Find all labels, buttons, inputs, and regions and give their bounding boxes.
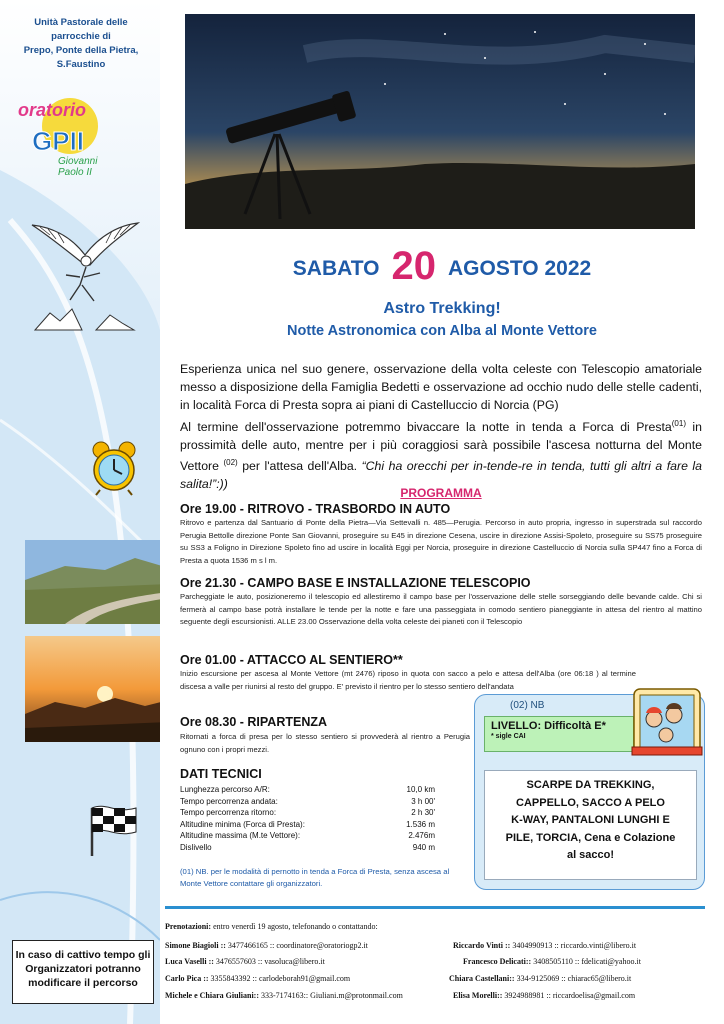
logo-gpii-text: GPII <box>32 126 85 156</box>
footnote-ref-02: (02) <box>223 458 238 468</box>
footnote-ref-01: (01) <box>671 418 686 428</box>
contact-name: Elisa Morelli:: <box>453 991 503 1000</box>
contact-info[interactable]: 333-7174163:: Giuliani.m@protonmail.com <box>259 991 403 1000</box>
data-label: Altitudine minima (Forca di Presta): <box>180 819 305 829</box>
contact-info[interactable]: 3477466165 :: coordinatore@oratoriogp2.it <box>225 941 368 950</box>
equipment-line: PILE, TORCIA, Cena e Colazione <box>505 831 676 844</box>
contact-name: Chiara Castellani:: <box>449 974 515 983</box>
parish-line: S.Faustino <box>56 59 106 70</box>
telescope-night-sky-photo <box>185 14 695 229</box>
nb-label: (02) NB <box>510 700 545 711</box>
contact-entry <box>165 991 403 1000</box>
left-decor-column <box>0 0 160 1024</box>
contact-entry <box>165 974 350 983</box>
event-date-heading <box>160 244 724 289</box>
oratorio-logo <box>10 88 128 178</box>
program-heading: PROGRAMMA <box>400 486 482 500</box>
section-title-ritrovo: Ore 19.00 - RITROVO - TRASBORDO IN AUTO <box>180 502 451 516</box>
contact-entry <box>453 991 635 1000</box>
parish-line: parrocchie di <box>51 31 111 42</box>
table-row <box>180 843 435 855</box>
equipment-line: al sacco! <box>566 849 615 862</box>
data-label: Tempo percorrenza ritorno: <box>180 808 277 818</box>
footnote-01: (01) NB. per le modalità di pernotto in tenda a Forca di Presta, senza ascesa al Monte Vettore contattare gli organizzatori. <box>180 867 450 888</box>
contact-info[interactable]: 3476557603 :: vasoluca@libero.it <box>213 957 325 966</box>
table-row <box>180 797 435 809</box>
kids-window-illustration <box>630 683 704 757</box>
logo-giovanni-text: Giovanni <box>58 156 98 167</box>
contact-info[interactable]: 3408505110 :: fdelicati@yahoo.it <box>531 957 641 966</box>
event-subtitle: Notte Astronomica con Alba al Monte Vettore <box>287 323 597 339</box>
contact-info[interactable]: 3924988981 :: riccardoelisa@gmail.com <box>502 991 636 1000</box>
alarm-clock-icon <box>88 440 140 496</box>
intro-quote: “Chi ha orecchi per in-tende-re in tenda, tutti gli altri a fare la salita!”:)) <box>180 459 702 492</box>
contact-name: Michele e Chiara Giuliani:: <box>165 991 259 1000</box>
intro-text-2a: Al termine dell'osservazione potremmo bivaccare la notte in tenda a Forca di Presta <box>180 419 672 434</box>
difficulty-level-note: * sigle CAI <box>491 733 526 740</box>
contact-info[interactable]: 3404990913 :: riccardo.vinti@libero.it <box>510 941 637 950</box>
section-text-campo-base: Parcheggiate le auto, posizioneremo il telescopio ed allestiremo il campo base per l'osservazione delle stelle sorseggiando delle bevande calde. Chi si fermerà al campo base potrà installare le tende per la notte e fare una passeggiata in comodo sentiero pianeggiante in attesa del rientro al mattino seguente degli escursionisti. ALLE 23.00 Osservazione della volta celeste dei pianeti con il Telescopio <box>180 592 702 627</box>
data-label: Dislivello <box>180 842 212 852</box>
contact-entry <box>453 941 636 950</box>
data-value: 1.536 m <box>406 819 435 829</box>
contact-name: Riccardo Vinti :: <box>453 941 511 950</box>
day-number: 20 <box>391 244 437 288</box>
difficulty-level: LIVELLO: Difficoltà E* <box>491 720 606 732</box>
contact-name: Carlo Pica :: <box>165 974 209 983</box>
weather-line: Organizzatori potranno <box>25 963 141 975</box>
data-value: 2.476m <box>408 831 435 841</box>
intro-text-2c: per l'attesa dell'Alba. <box>237 459 362 474</box>
section-title-sentiero: Ore 01.00 - ATTACCO AL SENTIERO** <box>180 653 403 667</box>
contact-name: Luca Vaselli :: <box>165 957 214 966</box>
intro-paragraph <box>180 360 702 494</box>
data-value: 940 m <box>412 842 435 852</box>
weather-line: In caso di cattivo tempo gli <box>15 949 151 961</box>
logo-oratorio-text: oratorio <box>18 100 87 120</box>
parish-heading <box>6 16 156 72</box>
checkered-flag-icon <box>84 800 142 858</box>
intro-text-2b: in prossimità delle auto, mentre per i più coraggiosi sarà possibile l'ascesa notturna del Monte Vettore <box>180 419 702 474</box>
booking-text: entro venerdì 19 agosto, telefonando o contattando: <box>211 922 378 931</box>
contact-name: Francesco Delicati:: <box>463 957 532 966</box>
contact-entry <box>165 941 368 950</box>
equipment-list <box>484 770 697 880</box>
section-title-ripartenza: Ore 08.30 - RIPARTENZA <box>180 715 328 729</box>
bad-weather-notice <box>12 940 154 1004</box>
data-value: 10,0 km <box>406 785 435 794</box>
contact-info[interactable]: 334-9125069 :: chiarac65@libero.it <box>514 974 632 983</box>
data-value: 3 h 00' <box>411 796 435 806</box>
table-row <box>180 808 435 820</box>
contact-entry <box>463 957 641 966</box>
data-label: Altitudine massima (M.te Vettore): <box>180 831 301 841</box>
equipment-line: K-WAY, PANTALONI LUNGHI E <box>511 814 670 827</box>
contact-info[interactable]: 3355843392 :: carlodeborah91@gmail.com <box>208 974 351 983</box>
mountain-road-photo <box>25 540 160 624</box>
weather-line: modificare il percorso <box>28 977 138 989</box>
sunrise-peaks-photo <box>25 636 160 742</box>
contact-entry <box>449 974 631 983</box>
data-value: 2 h 30' <box>411 808 435 818</box>
booking-label: Prenotazioni: <box>165 922 212 931</box>
section-text-ritrovo: Ritrovo e partenza dal Santuario di Ponte della Pietra—Via Settevalli n. 485—Perugia. Percorso in auto propria, ingresso in superstrada sul raccordo Perugia Bettolle direzione Ponte San Giovanni, proseguire su E45 in direzione Cesena, uscire in direzione Assisi-Spoleto, proseguire su SS75 proseguire su SS3 a Foligno in Direzione Spoleto fino ad uscire in località Eggi per Norcia, proseguire in direzione Castelluccio di Norcia sulla SP447 fino a Forca di Presta a quota 1536 m s l m. <box>180 518 702 565</box>
section-text-sentiero: Inizio escursione per ascesa al Monte Vettore (mt 2476) riposo in quota con sacco a pelo e attesa dell'Alba (ore 06:18 ) al termine discesa a valle per riunirsi al resto del gruppo. E' previsto il rientro per lo stesso sentiero dell'andata <box>180 669 636 691</box>
booking-info <box>165 922 378 931</box>
section-text-ripartenza: Ritornati a forca di presa per lo stesso sentiero si provvederà al rientro a Perugia ognuno con i propri mezzi. <box>180 732 470 754</box>
table-row <box>180 820 435 832</box>
table-row <box>180 831 435 843</box>
event-title: Astro Trekking! <box>383 300 501 317</box>
technical-data-heading: DATI TECNICI <box>180 767 262 781</box>
month-year: AGOSTO 2022 <box>448 257 592 280</box>
section-title-campo-base: Ore 21.30 - CAMPO BASE E INSTALLAZIONE TELESCOPIO <box>180 576 531 590</box>
divider-line <box>165 906 705 909</box>
data-label: Tempo percorrenza andata: <box>180 796 278 806</box>
intro-text-1: Esperienza unica nel suo genere, osservazione della volta celeste con Telescopio amatoriale messo a disposizione della Famiglia Bedetti e osservazione ad occhio nudo delle stelle cadenti, in località Forca di Presta sopra ai piani di Castelluccio di Norcia (PG) <box>180 362 702 413</box>
parish-line: Prepo, Ponte della Pietra, <box>23 45 139 56</box>
eagle-hiker-illustration <box>30 205 140 335</box>
equipment-line: SCARPE DA TREKKING, <box>526 779 655 791</box>
technical-data-table <box>180 785 435 855</box>
parish-line: Unità Pastorale delle <box>34 17 128 28</box>
contact-name: Simone Biagioli :: <box>165 941 226 950</box>
day-name: SABATO <box>292 257 380 280</box>
difficulty-level-box <box>484 716 634 752</box>
contact-entry <box>165 957 325 966</box>
logo-paolo-text: Paolo II <box>58 167 92 178</box>
table-row <box>180 785 435 797</box>
data-label: Lunghezza percorso A/R: <box>180 785 270 794</box>
equipment-line: CAPPELLO, SACCO A PELO <box>516 796 665 809</box>
